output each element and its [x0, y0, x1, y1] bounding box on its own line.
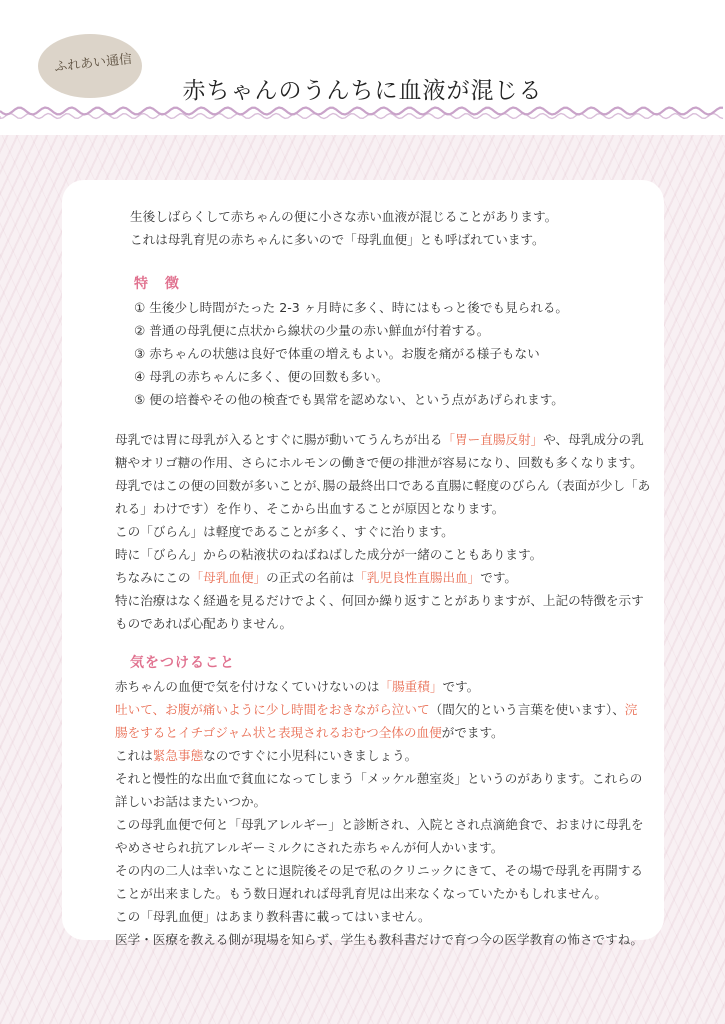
text-span: がでます。	[441, 725, 504, 740]
explanation-line-8: 特に治療はなく経過を見るだけでよく、何回か繰り返すことがありますが、上記の特徴を示す	[115, 593, 644, 608]
text-span: の正式の名前は	[266, 570, 355, 585]
text-span: です。	[480, 570, 517, 585]
caution-line-4	[115, 744, 417, 767]
badge-label: ふれあい通信	[53, 51, 133, 76]
feature-item-4: ④ 母乳の赤ちゃんに多く、便の回数も多い。	[134, 369, 389, 384]
highlight-symptom-2: 浣	[624, 702, 638, 717]
caution-line-7: この母乳血便で何と「母乳アレルギー」と診断され、入院とされ点滴絶食で、おまけに母乳を	[115, 817, 644, 832]
caution-line-5: それと慢性的な出血で貧血になってしまう「メッケル憩室炎」というのがあります。これらの	[115, 771, 643, 786]
highlight-reflex: 「胃ー直腸反射」	[442, 432, 544, 447]
text-span: これは	[115, 748, 153, 763]
intro-line-2: これは母乳育児の赤ちゃんに多いので「母乳血便」とも呼ばれています。	[130, 232, 545, 247]
highlight-term: 「母乳血便」	[190, 570, 267, 585]
feature-item-5: ⑤ 便の培養やその他の検査でも異常を認めない、という点があげられます。	[134, 392, 564, 407]
highlight-formal-name: 「乳児良性直腸出血」	[354, 570, 481, 585]
features-heading: 特 徴	[134, 276, 185, 292]
explanation-line-6: 時に「びらん」からの粘液状のねばねばした成分が一緒のこともあります。	[115, 547, 543, 562]
explanation-line-5: この「びらん」は軽度であることが多く、すぐに治ります。	[115, 524, 454, 539]
page-title: 赤ちゃんのうんちに血液が混じる	[182, 78, 543, 104]
highlight-emergency: 緊急事態	[152, 748, 204, 763]
feature-item-2: ② 普通の母乳便に点状から線状の少量の赤い鮮血が付着する。	[134, 323, 490, 338]
explanation-line-7	[115, 566, 517, 589]
explanation-line-1	[115, 428, 644, 451]
highlight-intussusception: 「腸重積」	[379, 679, 443, 694]
text-span: や、母乳成分の乳	[543, 432, 644, 447]
wave-divider	[0, 102, 725, 126]
explanation-line-2: 糖やオリゴ糖の作用、さらにホルモンの働きで便の排泄が容易になり、回数も多くなります。	[115, 455, 643, 470]
caution-line-1	[115, 675, 479, 698]
text-span: ちなみにこの	[115, 570, 191, 585]
caution-line-11: この「母乳血便」はあまり教科書に載ってはいません。	[115, 909, 431, 924]
caution-line-10: ことが出来ました。もう数日遅れれば母乳育児は出来なくなっていたかもしれません。	[115, 886, 607, 901]
feature-item-3: ③ 赤ちゃんの状態は良好で体重の増えもよい。お腹を痛がる様子もない	[134, 346, 540, 361]
explanation-line-9: ものであれば心配ありません。	[115, 616, 293, 631]
highlight-symptom: 吐いて、お腹が痛いように少し時間をおきながら泣いて	[115, 702, 430, 717]
caution-line-12: 医学・医療を教える側が現場を知らず、学生も教科書だけで育つ今の医学教育の怖さですね。	[115, 932, 643, 947]
caution-line-9: その内の二人は幸いなことに退院後その足で私のクリニックにきて、その場で母乳を再開する	[115, 863, 643, 878]
explanation-line-4: れる」わけです）を作り、そこから出血することが原因となります。	[115, 501, 505, 516]
text-span: 母乳では胃に母乳が入るとすぐに腸が動いてうんちが出る	[115, 432, 443, 447]
text-span: 赤ちゃんの血便で気を付けなくていけないのは	[115, 679, 380, 694]
explanation-line-3: 母乳ではこの便の回数が多いことが､腸の最終出口である直腸に軽度のびらん（表面が少し「あ	[115, 478, 651, 493]
highlight-symptom-3: 腸をするとイチゴジャム状と表現されるおむつ全体の血便	[115, 725, 442, 740]
feature-item-1: ① 生後少し時間がたった 2-3 ヶ月時に多く、時にはもっと後でも見られる。	[134, 300, 569, 315]
intro-line-1: 生後しばらくして赤ちゃんの便に小さな赤い血液が混じることがあります。	[130, 209, 558, 224]
caution-line-2	[115, 698, 637, 721]
caution-line-6: 詳しいお話はまたいつか。	[115, 794, 267, 809]
caution-line-3	[115, 721, 504, 744]
text-span: なのですぐに小児科にいきましょう。	[203, 748, 418, 763]
caution-line-8: やめさせられ抗アレルギーミルクにされた赤ちゃんが何人かいます。	[115, 840, 504, 855]
text-span: （間欠的という言葉を使います）、	[429, 702, 625, 717]
text-span: です。	[442, 679, 480, 694]
caution-heading: 気をつけること	[130, 655, 235, 671]
